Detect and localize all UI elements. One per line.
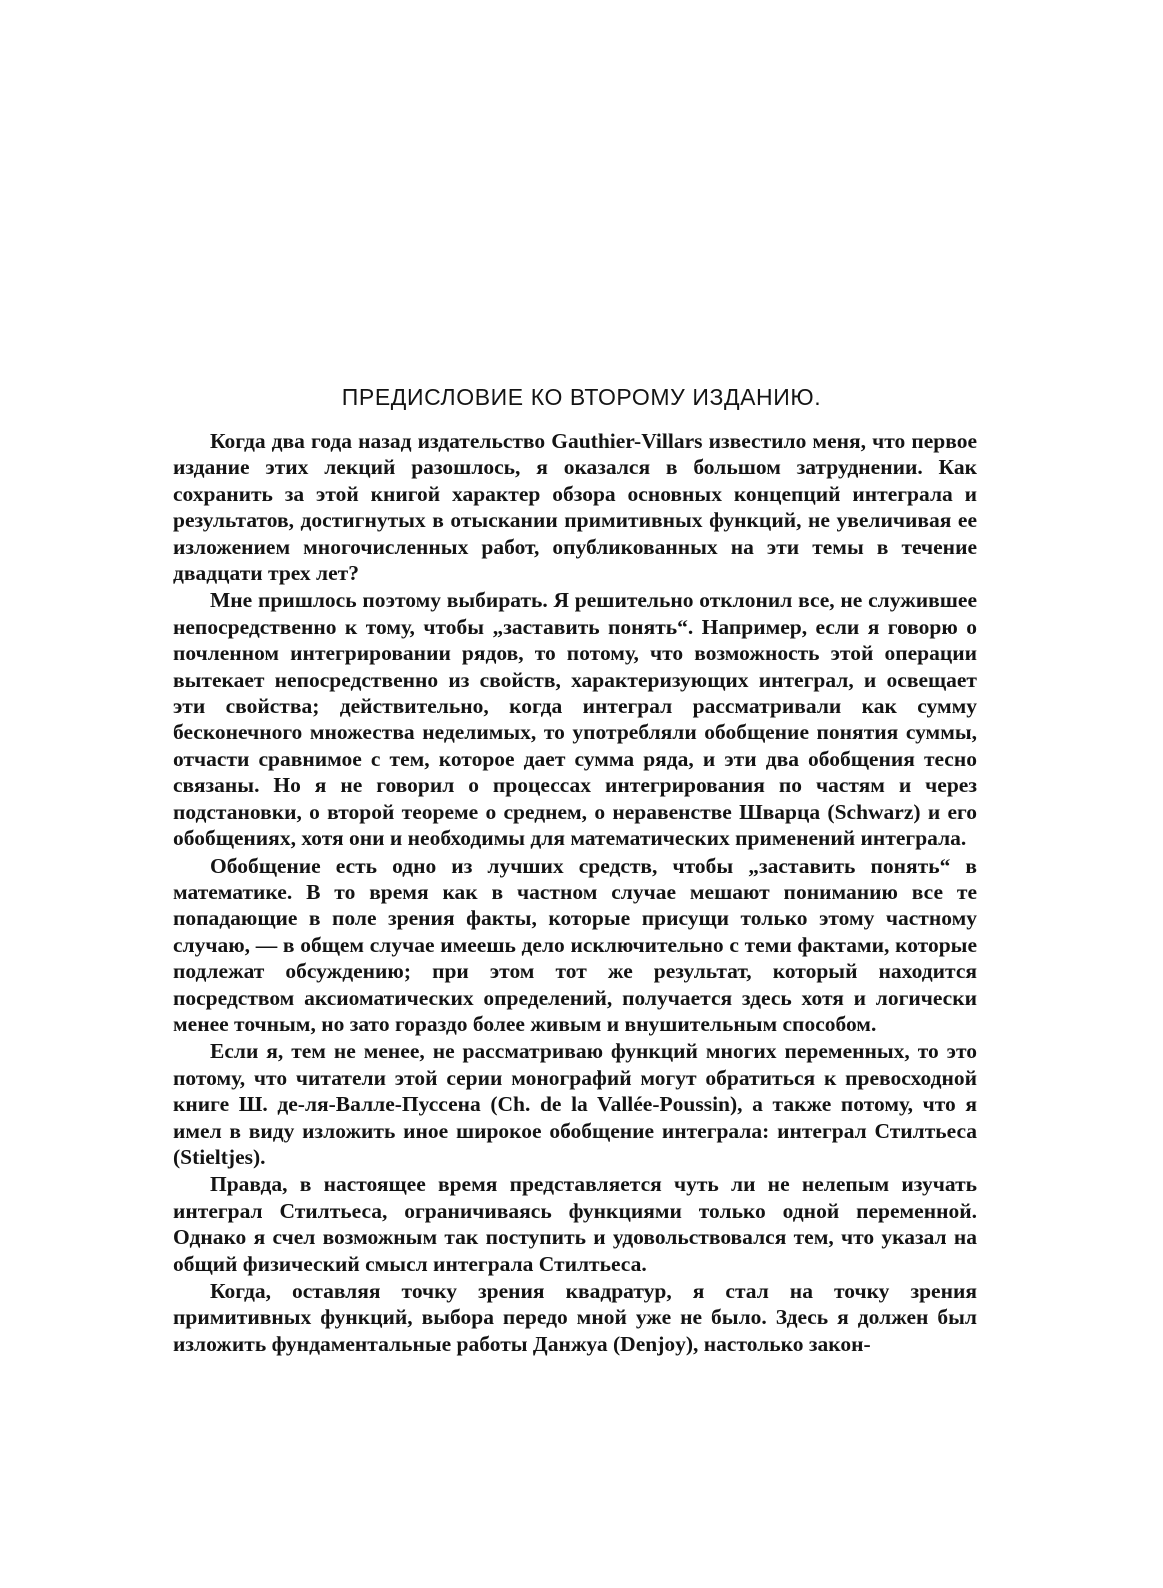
- paragraph-4: Если я, тем не менее, не рассматриваю функций многих переменных, то это потому, что читатели этой серии монографий могут обратиться к превосходной книге Ш. де-ля-Валле-Пуссена (Ch. de la Vallée-Poussin), а также потому, что я имел в виду изложить иное широкое обобщение интеграла: интеграл Стилтьеса (Stieltjes).: [173, 1039, 977, 1169]
- paragraph-3: Обобщение есть одно из лучших средств, чтобы „заставить понять“ в математике. В то время как в частном случае мешают пониманию все те попадающие в поле зрения факты, которые присущи только этому частному случаю, — в общем случае имеешь дело исключительно с теми фактами, которые подлежат обсуждению; при этом тот же результат, который находится посредством аксиоматических определений, получается здесь хотя и логически менее точным, но зато гораздо более живым и внушительным способом.: [173, 853, 977, 1036]
- preface-body: [173, 428, 977, 1357]
- page-title: ПРЕДИСЛОВИЕ КО ВТОРОМУ ИЗДАНИЮ.: [341, 384, 822, 410]
- paragraph-2: Мне пришлось поэтому выбирать. Я решительно отклонил все, не служившее непосредственно к тому, чтобы „заставить понять“. Например, если я говорю о почленном интегрировании рядов, то потому, что возможность этой операции вытекает непосредственно из свойств, характеризующих интеграл, и освещает эти свойства; действительно, когда интеграл рассматривали как сумму бесконечного множества неделимых, то употребляли обобщение понятия суммы, отчасти сравнимое с тем, которое дает сумма ряда, и эти два обобщения тесно связаны. Но я не говорил о процессах интегрирования по частям и через подстановки, о второй теореме о среднем, о неравенстве Шварца (Schwarz) и его обобщениях, хотя они и необходимы для математических применений интеграла.: [173, 588, 977, 851]
- paragraph-5: Правда, в настоящее время представляется чуть ли не нелепым изучать интеграл Стилтьеса, ограничиваясь функциями только одной переменной. Однако я счел возможным так поступить и удовольствовался тем, что указал на общий физический смысл интеграла Стилтьеса.: [173, 1172, 977, 1276]
- paragraph-1: Когда два года назад издательство Gauthier-Villars известило меня, что первое издание этих лекций разошлось, я оказался в большом затруднении. Как сохранить за этой книгой характер обзора основных концепций интеграла и результатов, достигнутых в отыскании примитивных функций, не увеличивая ее изложением многочисленных работ, опубликованных на эти темы в течение двадцати трех лет?: [173, 429, 977, 586]
- paragraph-6: Когда, оставляя точку зрения квадратур, я стал на точку зрения примитивных функций, выбора передо мной уже не было. Здесь я должен был изложить фундаментальные работы Данжуа (Denjoy), настолько закон-: [173, 1279, 977, 1356]
